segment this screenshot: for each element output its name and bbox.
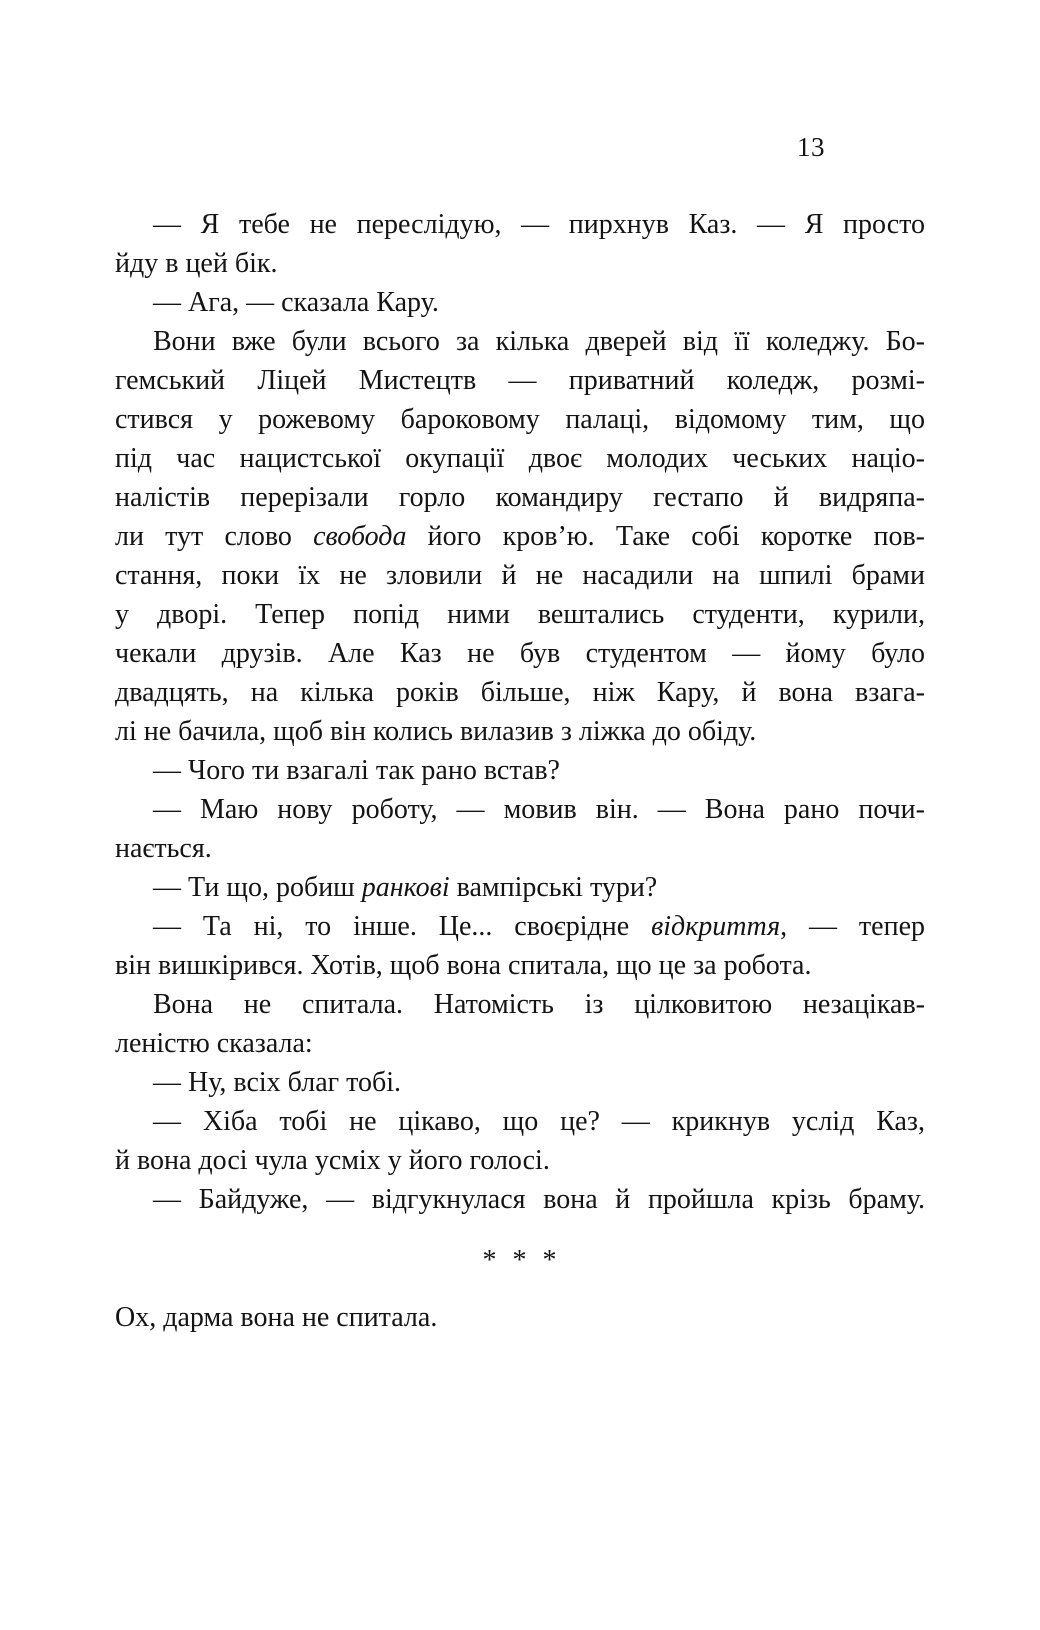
text-segment: — Я тебе не переслідую, — пирхнув Каз. — Я просто — [153, 209, 925, 240]
text-segment: лі не бачила, щоб він колись вилазив з ліжка до обіду. — [115, 716, 757, 747]
emphasis-text: відкриття — [651, 911, 781, 942]
text-line — [115, 322, 925, 361]
text-segment: під час нацистської окупації двоє молодих чеських націо- — [115, 443, 925, 474]
text-segment: — Ага, — сказала Кару. — [153, 287, 439, 318]
emphasis-text: ранкові — [361, 872, 450, 903]
text-segment: Ох, дарма вона не спитала. — [115, 1302, 438, 1333]
text-segment: — Ти що, робиш — [153, 872, 362, 903]
text-line — [115, 595, 925, 634]
text-segment: — Байдуже, — відгукнулася вона й пройшла крізь браму. — [153, 1184, 925, 1215]
text-segment: ли тут слово — [115, 521, 314, 552]
text-line — [115, 1063, 925, 1102]
text-line — [115, 244, 925, 283]
paragraph — [115, 907, 925, 985]
paragraph — [115, 1180, 925, 1219]
text-line — [115, 751, 925, 790]
paragraph — [115, 283, 925, 322]
page-number: 13 — [797, 132, 825, 162]
text-segment: стився у рожевому бароковому палаці, відомому тим, що — [115, 404, 925, 435]
text-line — [115, 556, 925, 595]
paragraph — [115, 1063, 925, 1102]
text-segment: його кров’ю. Таке собі коротке пов- — [406, 521, 926, 552]
text-segment: й вона досі чула усміх у його голосі. — [115, 1145, 550, 1176]
text-segment: гемський Ліцей Мистецтв — приватний коледж, розмі- — [115, 365, 925, 396]
text-line — [115, 1024, 925, 1063]
text-line — [115, 1298, 925, 1337]
paragraph — [115, 790, 925, 868]
paragraph — [115, 985, 925, 1063]
text-segment: — Чого ти взагалі так рано встав? — [153, 755, 560, 786]
text-line — [115, 868, 925, 907]
text-line — [115, 439, 925, 478]
text-line — [115, 1102, 925, 1141]
text-segment: , — тепер — [780, 911, 925, 942]
paragraph — [115, 322, 925, 751]
text-line — [115, 712, 925, 751]
text-line — [115, 400, 925, 439]
text-line — [115, 634, 925, 673]
text-segment: він вишкірився. Хотів, щоб вона спитала, що це за робота. — [115, 950, 812, 981]
text-line — [115, 517, 925, 556]
page-body — [115, 205, 925, 1337]
text-segment: чекали друзів. Але Каз не був студентом — йому було — [115, 638, 925, 669]
paragraph — [115, 751, 925, 790]
paragraph — [115, 1102, 925, 1180]
text-segment: — Ну, всіх благ тобі. — [153, 1067, 402, 1098]
text-line — [115, 478, 925, 517]
text-segment: налістів перерізали горло командиру гестапо й видряпа- — [115, 482, 925, 513]
text-line — [115, 790, 925, 829]
text-segment: Вона не спитала. Натомість із цілковитою незацікав- — [153, 989, 925, 1020]
text-line — [115, 1180, 925, 1219]
text-line — [115, 985, 925, 1024]
paragraph — [115, 868, 925, 907]
emphasis-text: свобода — [313, 521, 407, 552]
text-line — [115, 829, 925, 868]
text-segment: нається. — [115, 833, 212, 864]
text-segment: йду в цей бік. — [115, 248, 278, 279]
paragraph — [115, 1298, 925, 1337]
text-segment: у дворі. Тепер попід ними вештались студенти, курили, — [115, 599, 925, 630]
text-line — [115, 1141, 925, 1180]
text-segment: двадцять, на кілька років більше, ніж Кару, й вона взага- — [115, 677, 925, 708]
text-segment: леністю сказала: — [115, 1028, 313, 1059]
text-segment: вампірські тури? — [449, 872, 658, 903]
text-line — [115, 361, 925, 400]
paragraph — [115, 205, 925, 283]
text-line — [115, 907, 925, 946]
text-segment: — Хіба тобі не цікаво, що це? — крикнув услід Каз, — [153, 1106, 925, 1137]
text-segment: стання, поки їх не зловили й не насадили на шпилі брами — [115, 560, 925, 591]
text-line — [115, 673, 925, 712]
text-line — [115, 283, 925, 322]
section-separator: * * * — [482, 1245, 558, 1276]
text-segment: Вони вже були всього за кілька дверей від її коледжу. Бо- — [153, 326, 925, 357]
text-segment: — Та ні, то інше. Це... своєрідне — [153, 911, 652, 942]
text-line — [115, 205, 925, 244]
text-segment: — Маю нову роботу, — мовив він. — Вона рано почи- — [153, 794, 925, 825]
text-line — [115, 946, 925, 985]
